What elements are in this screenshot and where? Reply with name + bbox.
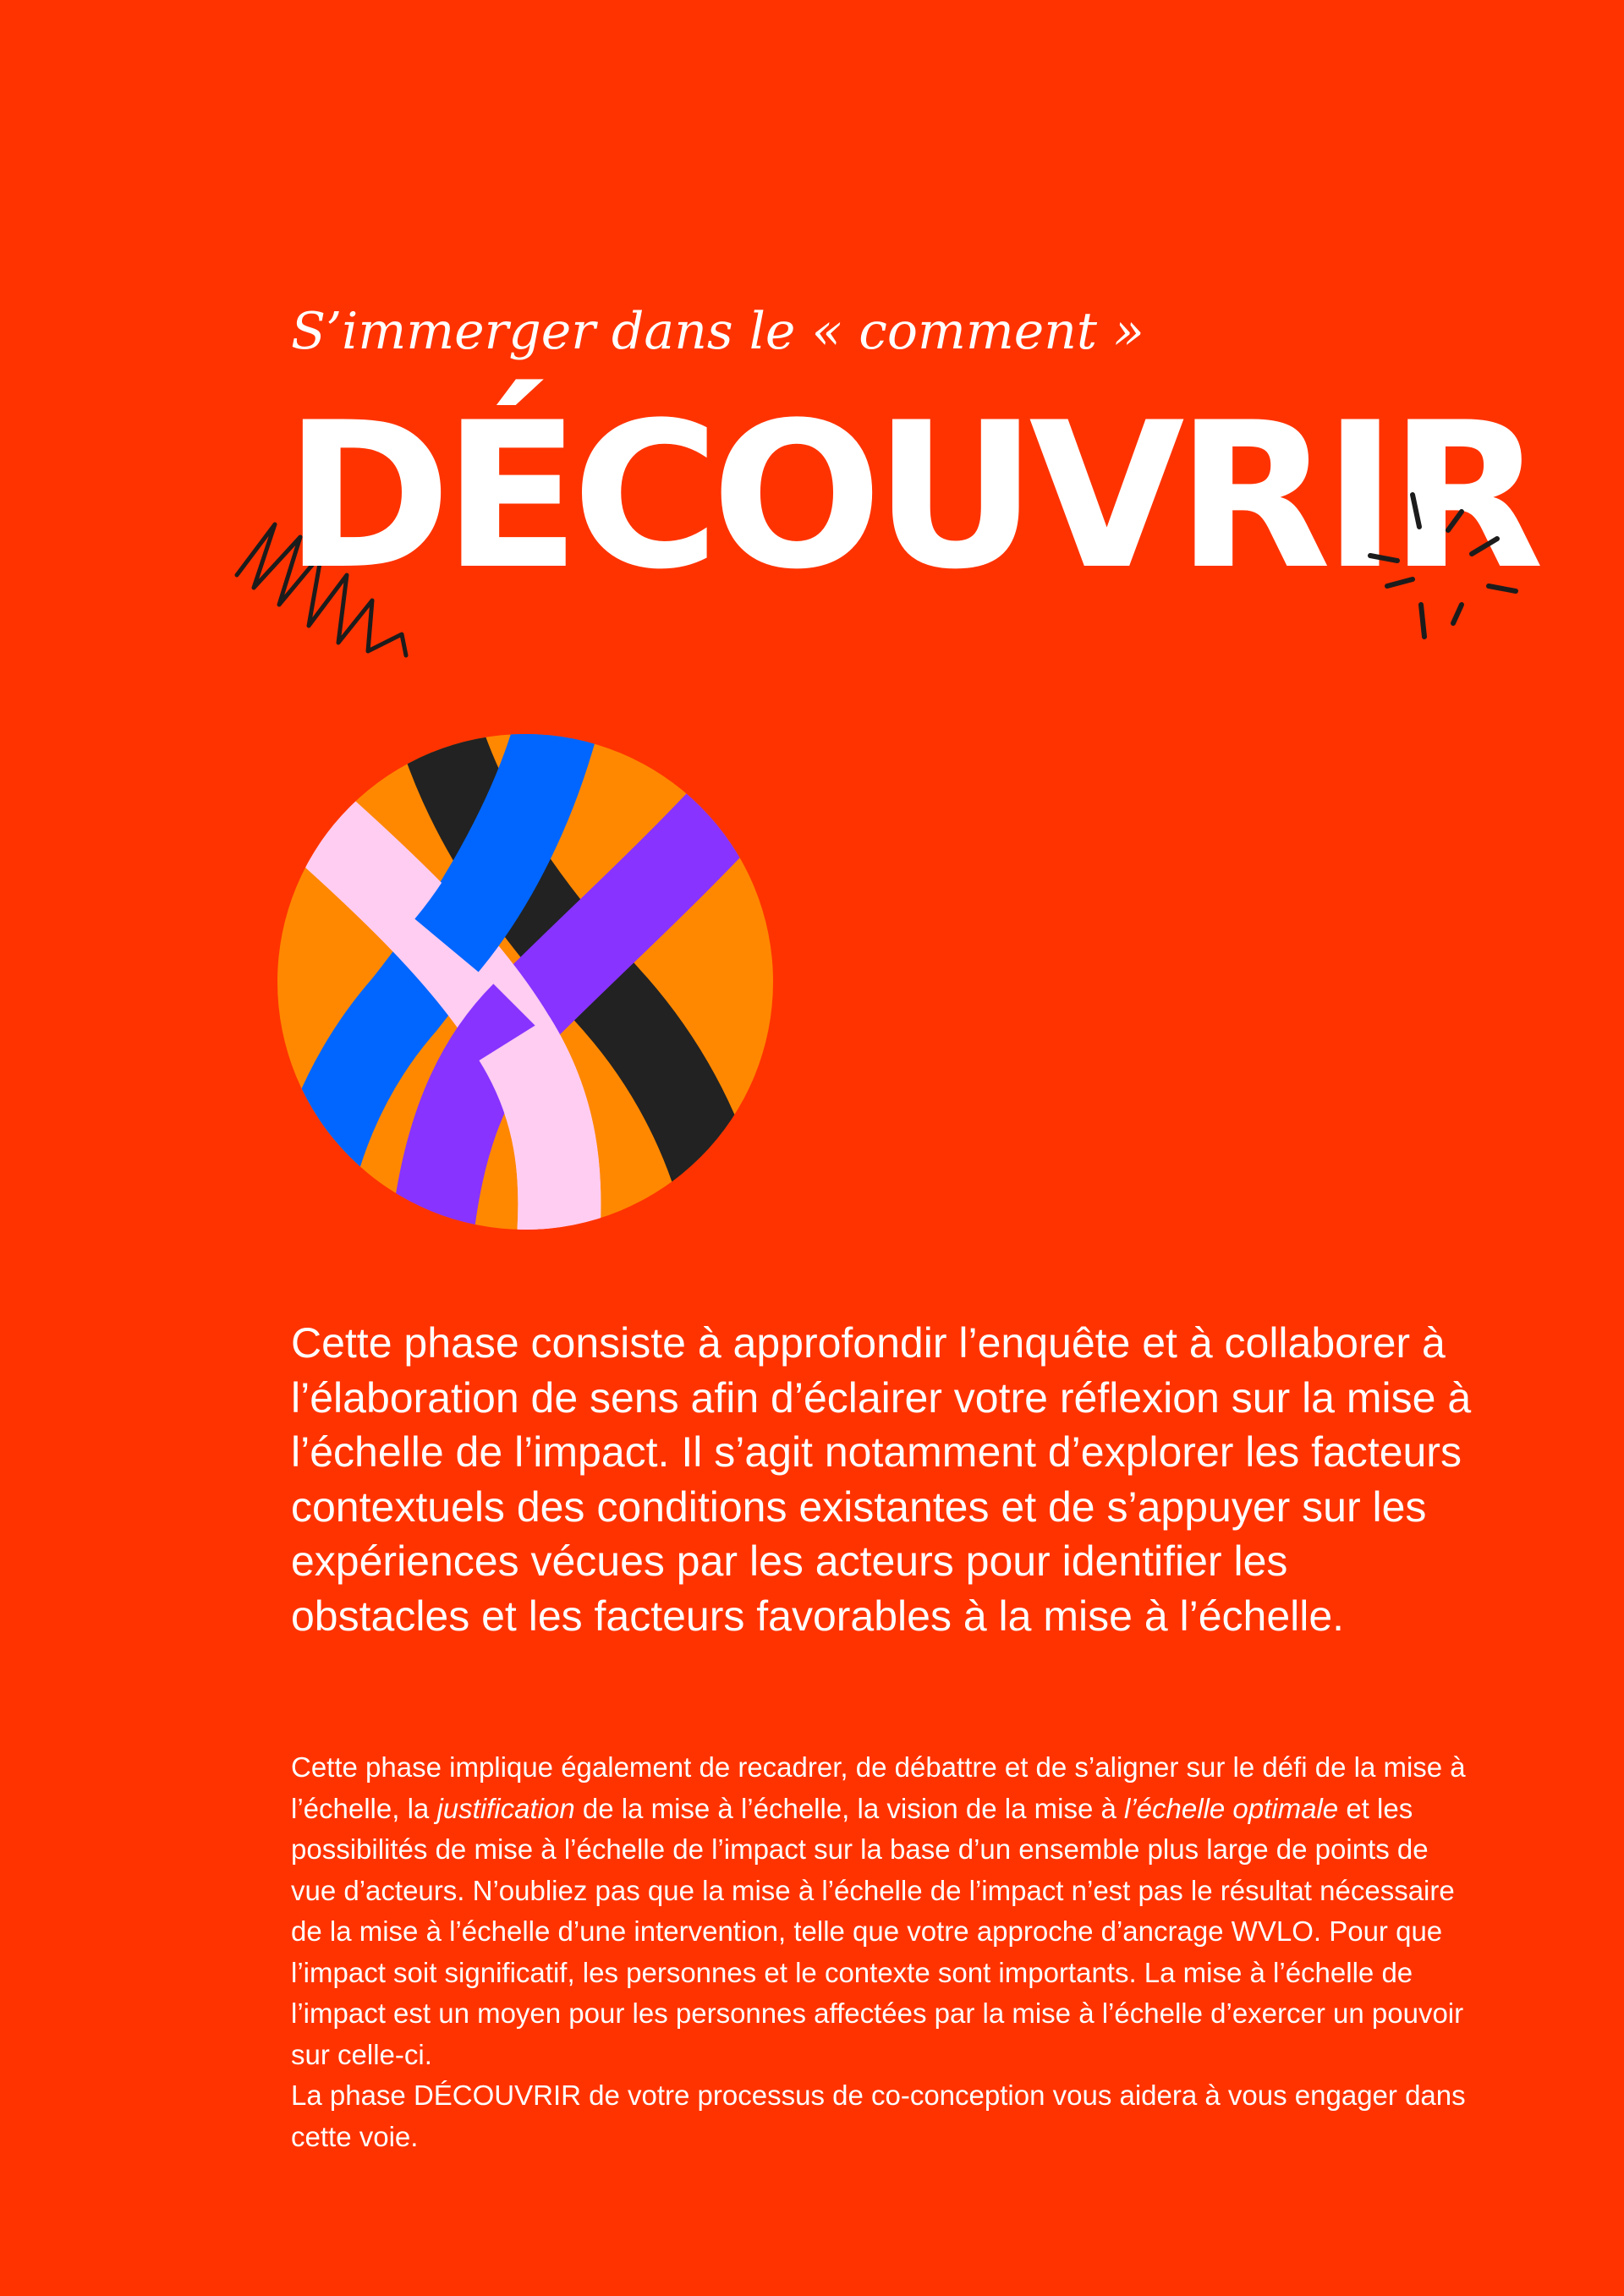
page-title: DÉCOUVRIR — [284, 380, 1536, 614]
emphasis-justification: justification — [436, 1792, 575, 1824]
body-paragraph-2: La phase DÉCOUVRIR de votre processus de co-conception vous aidera à vous engager dans cette voie. — [291, 2080, 1466, 2152]
body-text-segment: et les possibilités de mise à l’échelle de l’impact sur la base d’un ensemble plus large de points de vue d’acteurs. N’oubliez pas que la mise à l’échelle de l’impact n’est pas le résultat nécessaire de la mise à l’échelle d’une intervention, telle que votre approche d’ancrage WVLO. Pour que l’impact soit significatif, les personnes et le contexte sont importants. La mise à l’échelle de l’impact est un moyen pour les personnes affectées par la mise à l’échelle d’exercer un pouvoir sur celle-ci. — [291, 1792, 1464, 2070]
body-paragraph-1 — [291, 1747, 1475, 2075]
body-text-segment: Cette phase implique également de recadrer, de débattre et de s’aligner sur le défi de la mise à l’échelle, la — [291, 1751, 1466, 1824]
emphasis-optimal-scale: l’échelle optimale — [1124, 1792, 1339, 1824]
body-text-segment: de la mise à l’échelle, la vision de la mise à — [574, 1792, 1125, 1824]
section-subtitle: S’immerger dans le « comment » — [291, 302, 1144, 361]
woven-braid-circle-icon — [277, 734, 773, 1230]
body-text — [291, 1747, 1475, 2157]
lead-paragraph: Cette phase consiste à approfondir l’enquête et à collaborer à l’élaboration de sens afin d’éclairer votre réflexion sur la mise à l’échelle de l’impact. Il s’agit notamment d’explorer les facteurs contextuels des conditions existantes et de s’appuyer sur les expériences vécues par les acteurs pour identifier les obstacles et les facteurs favorables à la mise à l’échelle. — [291, 1319, 1472, 1640]
sparkle-lines-icon — [1353, 486, 1522, 655]
